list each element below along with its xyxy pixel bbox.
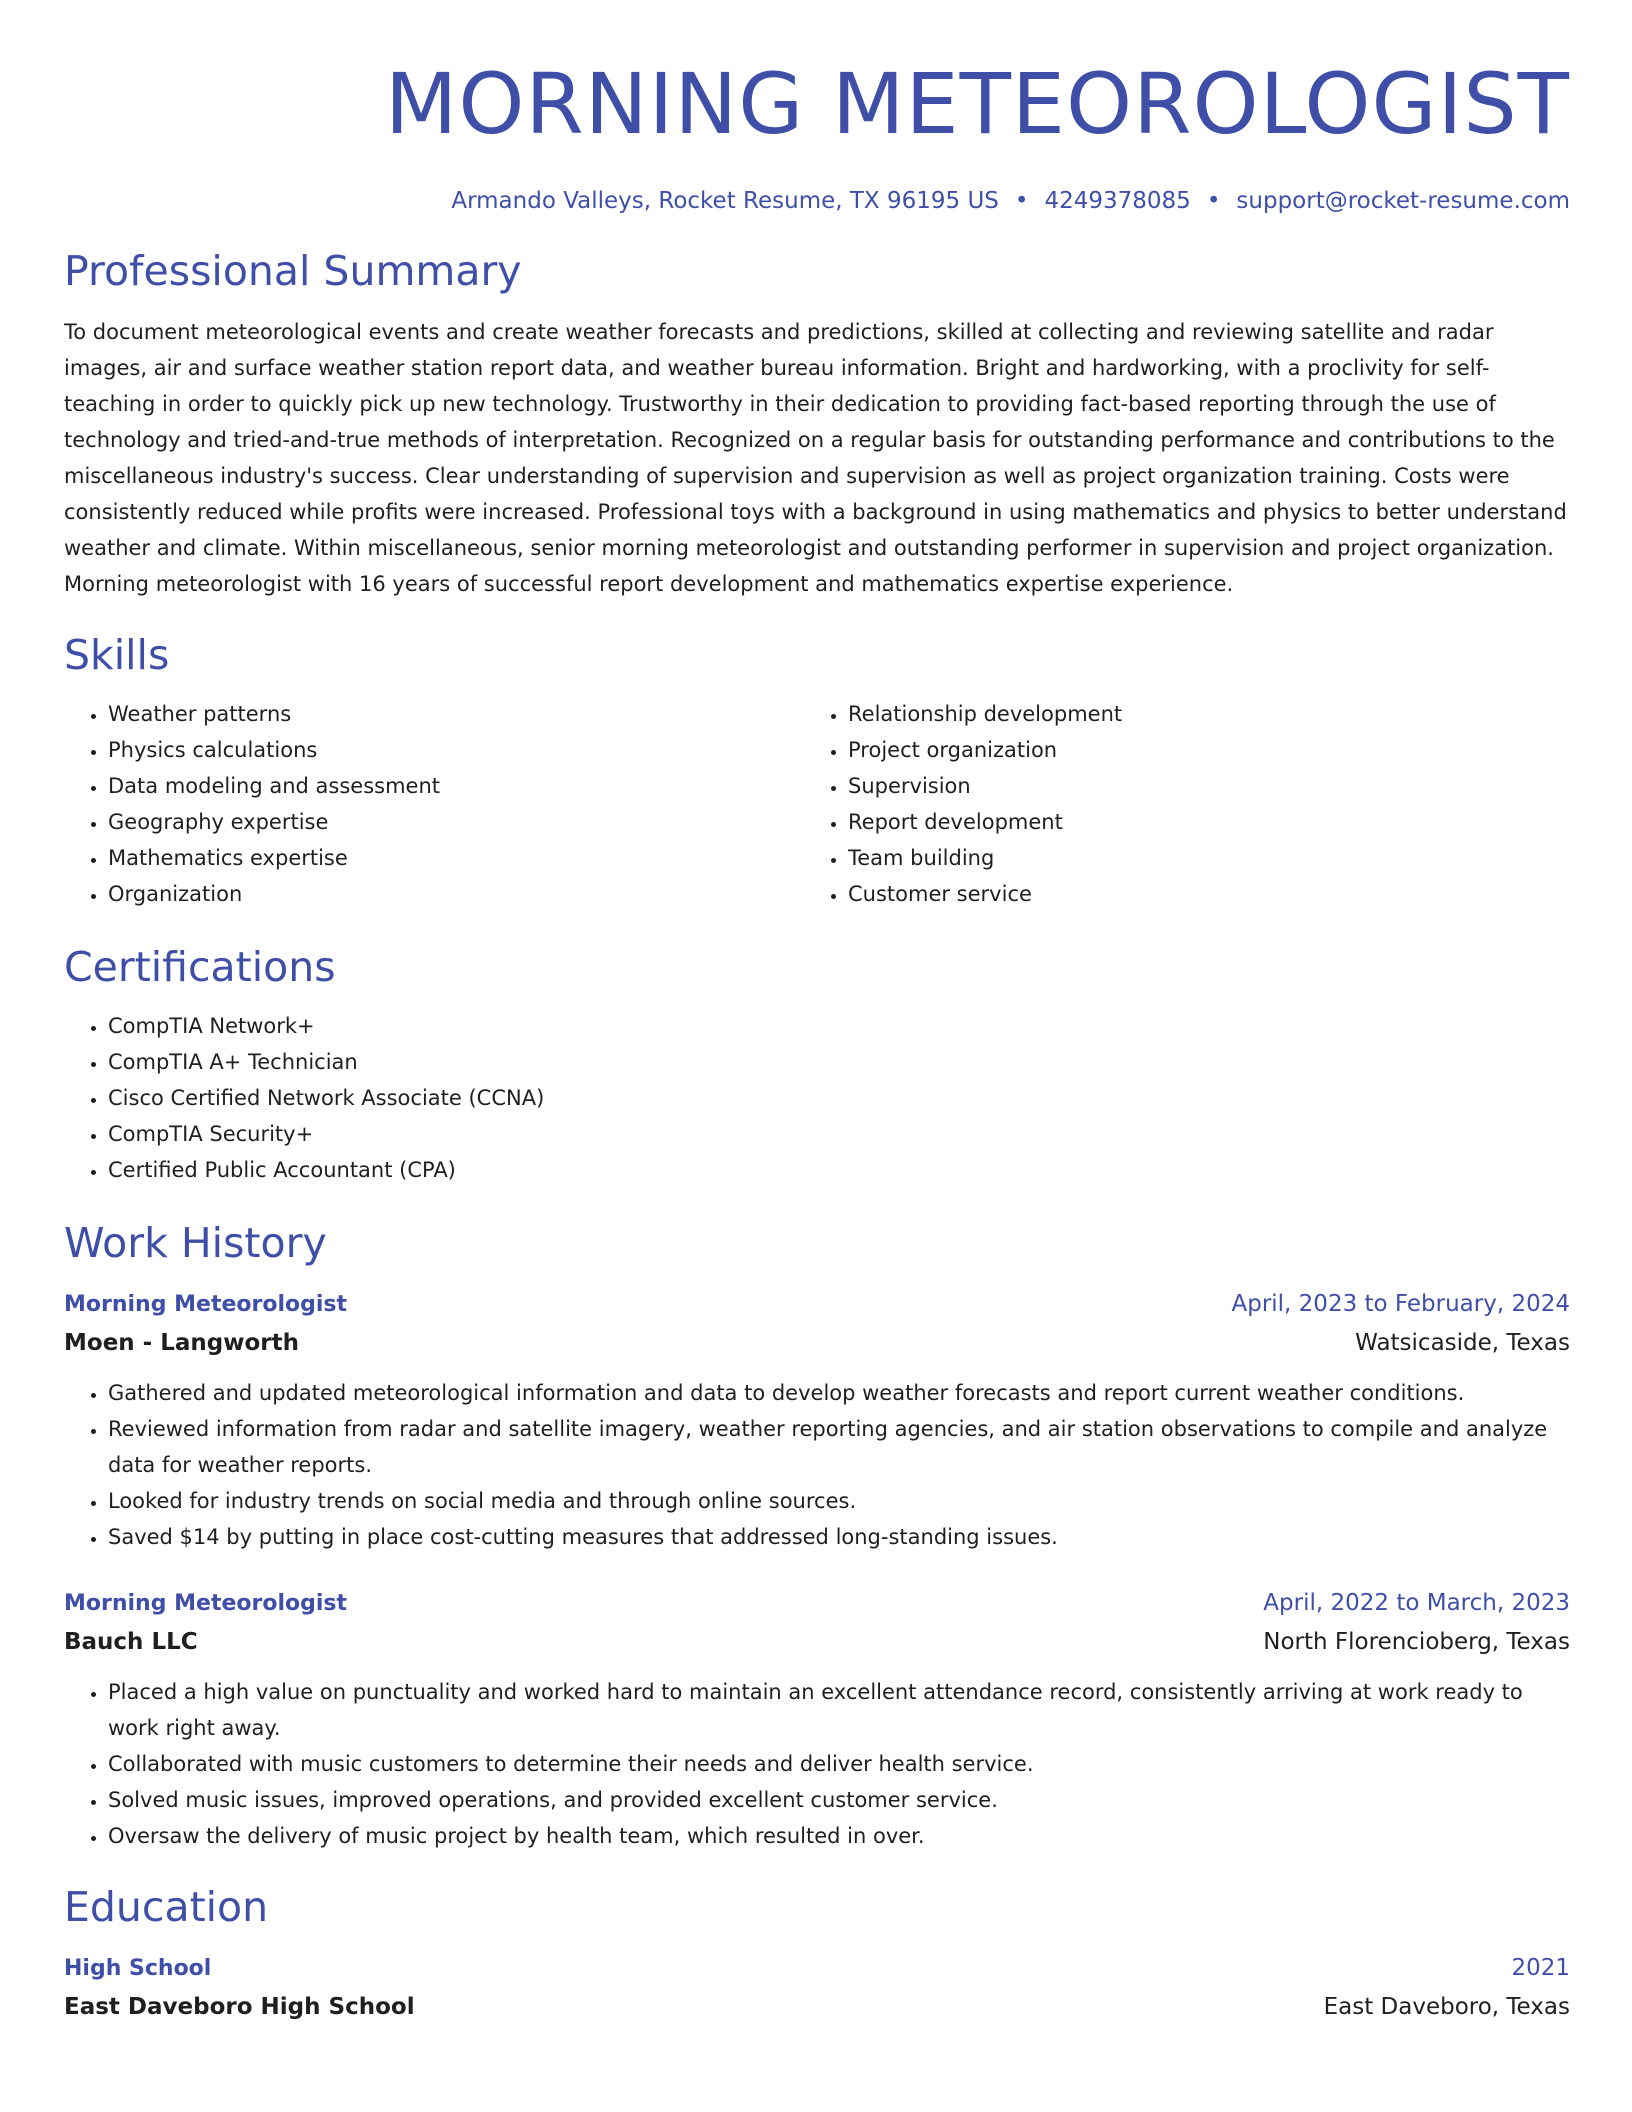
candidate-name: MORNING METEOROLOGIST: [384, 55, 1570, 153]
skill-item: • Supervision: [848, 768, 1570, 804]
skill-item: • Report development: [848, 804, 1570, 840]
job-title: Morning Meteorologist: [64, 1292, 348, 1317]
section-title-education: Education: [64, 1883, 269, 1931]
job-employer-row: [64, 1323, 1570, 1363]
contact-line: [64, 186, 1570, 216]
skill-item: • Team building: [848, 840, 1570, 876]
job-employer: Moen - Langworth: [64, 1330, 299, 1356]
job-bullet: • Oversaw the delivery of music project by health team, which resulted in over.: [108, 1818, 1570, 1854]
section-title-skills: Skills: [64, 631, 170, 679]
skills-list-left: [64, 696, 804, 912]
certification-item: • Certified Public Accountant (CPA): [108, 1152, 1570, 1188]
education-school-row: [64, 1987, 1570, 2027]
summary-text: To document meteorological events and create weather forecasts and predictions, skilled at collecting and reviewing satellite and radar images, air and surface weather station report data, and weather bureau information. Bright and hardworking, with a proclivity for self-teaching in order to quickly pick up new technology. Trustworthy in their dedication to providing fact-based reporting through the use of technology and tried-and-true methods of interpretation. Recognized on a regular basis for outstanding performance and contributions to the miscellaneous industry's success. Clear understanding of supervision and supervision as well as project organization training. Costs were consistently reduced while profits were increased. Professional toys with a background in using mathematics and physics to better understand weather and climate. Within miscellaneous, senior morning meteorologist and outstanding performer in supervision and project organization. Morning meteorologist with 16 years of successful report development and mathematics expertise experience.: [64, 320, 1567, 596]
job-location: North Florencioberg, Texas: [1263, 1629, 1570, 1655]
job-dates: April, 2023 to February, 2024: [1231, 1291, 1570, 1317]
job-bullet: • Placed a high value on punctuality and worked hard to maintain an excellent attendance record, consistently arriving at work ready to work right away.: [108, 1674, 1570, 1746]
certifications-list: [64, 1008, 1570, 1188]
job-title-row: [64, 1585, 1570, 1622]
education-degree: High School: [64, 1956, 212, 1981]
certification-item: • CompTIA A+ Technician: [108, 1044, 1570, 1080]
skill-item: • Relationship development: [848, 696, 1570, 732]
skill-item: • Organization: [108, 876, 804, 912]
section-title-work-history: Work History: [64, 1219, 327, 1267]
job-title-row: [64, 1286, 1570, 1323]
job-bullet: • Saved $14 by putting in place cost-cutting measures that addressed long-standing issues.: [108, 1519, 1570, 1555]
job-entry: [64, 1585, 1570, 1854]
certifications-section: [64, 942, 1570, 1188]
skill-item: • Project organization: [848, 732, 1570, 768]
job-bullet: • Solved music issues, improved operations, and provided excellent customer service.: [108, 1782, 1570, 1818]
contact-phone: 4249378085: [1044, 188, 1191, 214]
job-entry: [64, 1286, 1570, 1555]
education-location: East Daveboro, Texas: [1323, 1994, 1570, 2020]
skill-item: • Customer service: [848, 876, 1570, 912]
job-bullets: [64, 1674, 1570, 1854]
contact-separator: •: [1206, 188, 1221, 214]
contact-address: Armando Valleys, Rocket Resume, TX 96195 US: [451, 188, 999, 214]
skill-item: • Data modeling and assessment: [108, 768, 804, 804]
contact-email: support@rocket-resume.com: [1236, 188, 1570, 214]
education-section: [64, 1882, 1570, 2027]
skills-grid: [64, 696, 1570, 912]
job-employer-row: [64, 1622, 1570, 1662]
education-entry: [64, 1950, 1570, 2027]
resume-header: [64, 56, 1570, 216]
job-dates: April, 2022 to March, 2023: [1263, 1590, 1570, 1616]
summary-section: [64, 246, 1570, 602]
skills-section: [64, 630, 1570, 912]
job-bullet: • Collaborated with music customers to determine their needs and deliver health service.: [108, 1746, 1570, 1782]
section-title-certifications: Certifications: [64, 943, 336, 991]
job-location: Watsicaside, Texas: [1355, 1330, 1570, 1356]
skill-item: • Weather patterns: [108, 696, 804, 732]
contact-separator: •: [1014, 188, 1029, 214]
job-bullet: • Gathered and updated meteorological information and data to develop weather forecasts and report current weather conditions.: [108, 1375, 1570, 1411]
job-employer: Bauch LLC: [64, 1629, 198, 1655]
job-bullet: • Reviewed information from radar and satellite imagery, weather reporting agencies, and air station observations to compile and analyze data for weather reports.: [108, 1411, 1570, 1483]
skill-item: • Mathematics expertise: [108, 840, 804, 876]
certification-item: • Cisco Certified Network Associate (CCNA): [108, 1080, 1570, 1116]
education-degree-row: [64, 1950, 1570, 1987]
job-title: Morning Meteorologist: [64, 1591, 348, 1616]
job-bullets: [64, 1375, 1570, 1555]
skill-item: • Geography expertise: [108, 804, 804, 840]
education-year: 2021: [1511, 1955, 1570, 1981]
skills-list-right: [804, 696, 1570, 912]
certification-item: • CompTIA Network+: [108, 1008, 1570, 1044]
section-title-summary: Professional Summary: [64, 247, 522, 295]
education-school: East Daveboro High School: [64, 1994, 415, 2020]
certification-item: • CompTIA Security+: [108, 1116, 1570, 1152]
job-bullet: • Looked for industry trends on social media and through online sources.: [108, 1483, 1570, 1519]
skill-item: • Physics calculations: [108, 732, 804, 768]
work-history-section: [64, 1218, 1570, 1854]
